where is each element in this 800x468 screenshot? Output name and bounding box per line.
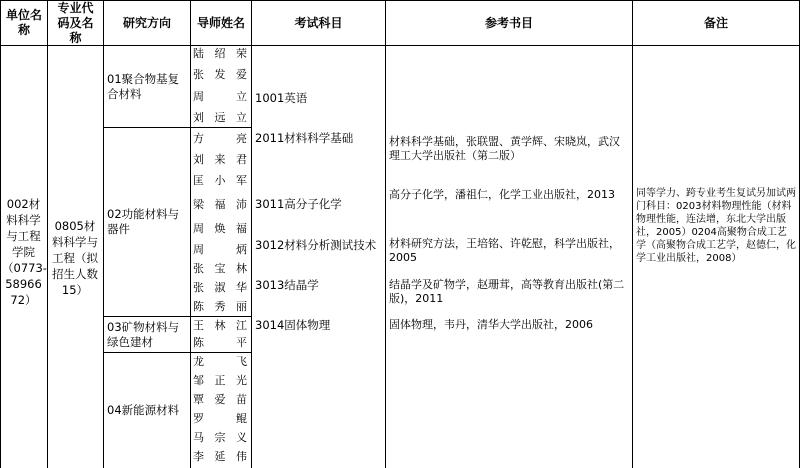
exam-subject: 2011材料科学基础: [255, 131, 354, 145]
advisor-name: 陈秀丽: [193, 300, 247, 313]
header-divider: [0, 45, 800, 46]
advisor-name: 周 炳: [193, 243, 247, 256]
advisor-name: 龙 飞: [193, 355, 247, 368]
table-border-left: [0, 0, 1, 468]
advisor-name: 匡小军: [193, 174, 247, 187]
column-divider: [103, 0, 104, 468]
advisor-name: 邹正光: [193, 374, 247, 387]
advisor-name: 王林江: [193, 319, 247, 332]
header-advisor: 导师姓名: [196, 15, 245, 30]
major-name: 0805材料科学与工程（拟招生人数15）: [52, 219, 98, 297]
exam-subject: 3012材料分析测试技术: [255, 238, 377, 252]
header-notes: 备注: [703, 15, 728, 30]
reference-book: 材料研究方法，王培铭、许乾慰，科学出版社，2005: [389, 237, 620, 264]
notes-text: 同等学力、跨专业考生复试另加试两门科目：0203材料物理性能（材料物理性能，连法增，东北大学出版社，2005）0204高聚物合成工艺学（高聚物合成工艺学，赵德仁，化学工业出版社，2008）: [636, 188, 796, 264]
advisor-name: 梁福沛: [193, 198, 247, 211]
advisor-name: 周焕福: [193, 222, 247, 235]
reference-book: 结晶学及矿物学，赵珊茸，高等教育出版社(第二版)，2011: [389, 278, 625, 305]
advisor-name: 陈 平: [193, 336, 247, 349]
row-divider: [103, 127, 251, 128]
reference-book: 材料科学基础，张联盟、黄学辉、宋晓岚，武汉理工大学出版社（第二版）: [389, 135, 620, 162]
advisor-name: 陆绍荣: [193, 47, 247, 60]
advisor-name: 周 立: [193, 90, 247, 103]
direction-02: 02功能材料与器件: [107, 207, 180, 236]
advisor-name: 刘远立: [193, 111, 247, 124]
unit-name: 002材料科学与工程学院（0773-58966 72）: [2, 197, 47, 307]
advisor-name: 李延伟: [193, 450, 247, 463]
header-direction: 研究方向: [122, 15, 171, 30]
column-divider: [632, 0, 633, 468]
reference-book: 固体物理，韦丹，清华大学出版社，2006: [389, 318, 593, 331]
header-unit: 单位名称: [5, 8, 42, 37]
direction-01: 01聚合物基复合材料: [107, 72, 180, 101]
exam-subject: 3011高分子化学: [255, 197, 342, 211]
column-divider: [385, 0, 386, 468]
exam-subject: 3013结晶学: [255, 278, 319, 292]
advisor-name: 张淑华: [193, 281, 247, 294]
direction-04: 04新能源材料: [107, 403, 180, 417]
advisor-name: 马宗义: [193, 431, 247, 444]
advisor-name: 罗 鲲: [193, 412, 247, 425]
advisor-name: 刘来君: [193, 153, 247, 166]
column-divider: [251, 0, 252, 468]
header-books: 参考书目: [484, 15, 533, 30]
column-divider: [47, 0, 48, 468]
reference-book: 高分子化学，潘祖仁，化学工业出版社，2013: [389, 188, 615, 201]
direction-03: 03矿物材料与绿色建材: [107, 320, 180, 349]
advisor-name: 张宝林: [193, 262, 247, 275]
exam-subject: 1001英语: [255, 91, 308, 105]
header-major: 专业代码及名称: [57, 0, 94, 45]
column-divider: [190, 0, 191, 468]
advisor-name: 方 亮: [193, 132, 247, 145]
advisor-name: 覃爱苗: [193, 393, 247, 406]
advisor-name: 张发爱: [193, 68, 247, 81]
exam-subject: 3014固体物理: [255, 318, 331, 332]
header-exam: 考试科目: [294, 15, 343, 30]
